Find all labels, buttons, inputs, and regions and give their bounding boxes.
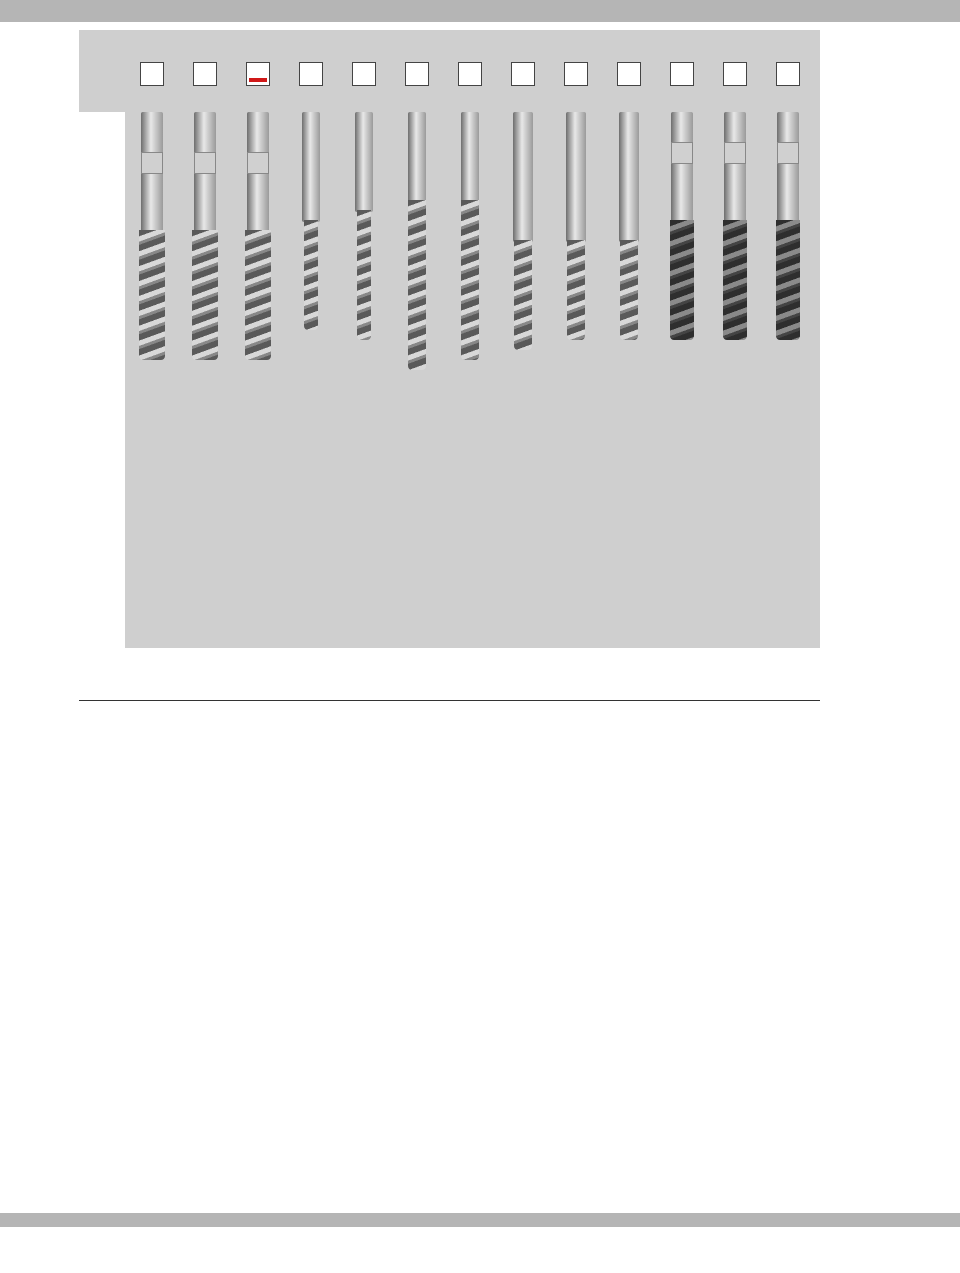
material-mark-cell (496, 62, 549, 91)
end-mill-image (602, 112, 655, 364)
weldon-flat (194, 152, 216, 174)
weldon-flat (247, 152, 269, 174)
material-mark-cell (390, 62, 443, 91)
tool-images-row (79, 112, 820, 364)
tool-flute (139, 230, 165, 360)
end-mill-image (443, 112, 496, 364)
tool-flute (408, 200, 426, 370)
tool-shank (777, 112, 799, 222)
end-mill-image (708, 112, 761, 364)
separator-line (79, 700, 820, 701)
material-mark (723, 62, 747, 86)
material-mark (617, 62, 641, 86)
end-mill-image (655, 112, 708, 364)
tool-shank (513, 112, 533, 242)
tool-shank (566, 112, 586, 242)
material-mark-cell (178, 62, 231, 91)
tool-flute (192, 230, 218, 360)
end-mill-image (178, 112, 231, 364)
end-mill-image (125, 112, 178, 364)
material-mark (140, 62, 164, 86)
material-mark-cell (443, 62, 496, 91)
end-mill-image (761, 112, 814, 364)
material-mark (511, 62, 535, 86)
tool-flute (723, 220, 747, 340)
teeth-row (79, 94, 820, 112)
tool-flute (245, 230, 271, 360)
weldon-flat (671, 142, 693, 164)
tool-shank (461, 112, 479, 202)
tool-shank (724, 112, 746, 222)
tool-shank (408, 112, 426, 202)
tool-shank (302, 112, 320, 222)
material-mark (299, 62, 323, 86)
material-mark-cell (708, 62, 761, 91)
code-header-row (79, 30, 820, 58)
end-mill-image (284, 112, 337, 364)
material-mark (776, 62, 800, 86)
tool-flute (514, 240, 532, 350)
weldon-flat (724, 142, 746, 164)
tool-flute (567, 240, 585, 340)
material-mark (458, 62, 482, 86)
tool-flute (304, 220, 318, 330)
tool-flute (357, 210, 371, 340)
tool-shank (619, 112, 639, 242)
tool-flute (461, 200, 479, 360)
material-mark-cell (761, 62, 814, 91)
material-mark-cell (549, 62, 602, 91)
material-mark (193, 62, 217, 86)
tool-flute (670, 220, 694, 340)
end-mill-image (231, 112, 284, 364)
material-mark-row (79, 58, 820, 94)
end-mill-image (390, 112, 443, 364)
material-mark (564, 62, 588, 86)
weldon-flat (777, 142, 799, 164)
material-mark (352, 62, 376, 86)
material-mark-cell (125, 62, 178, 91)
tool-catalog (79, 30, 820, 701)
material-mark-cell (337, 62, 390, 91)
bottom-band (0, 1213, 960, 1227)
end-mill-image (549, 112, 602, 364)
tool-shank (355, 112, 373, 212)
material-mark-cell (284, 62, 337, 91)
end-mill-image (496, 112, 549, 364)
tool-flute (776, 220, 800, 340)
icon-rows (79, 364, 820, 648)
material-mark-cell (231, 62, 284, 91)
tool-shank (671, 112, 693, 222)
material-mark (405, 62, 429, 86)
tool-flute (620, 240, 638, 340)
top-band (0, 0, 960, 22)
weldon-flat (141, 152, 163, 174)
material-mark (670, 62, 694, 86)
material-mark-cell (655, 62, 708, 91)
end-mill-image (337, 112, 390, 364)
material-mark-cell (602, 62, 655, 91)
hra-icon (246, 62, 270, 86)
